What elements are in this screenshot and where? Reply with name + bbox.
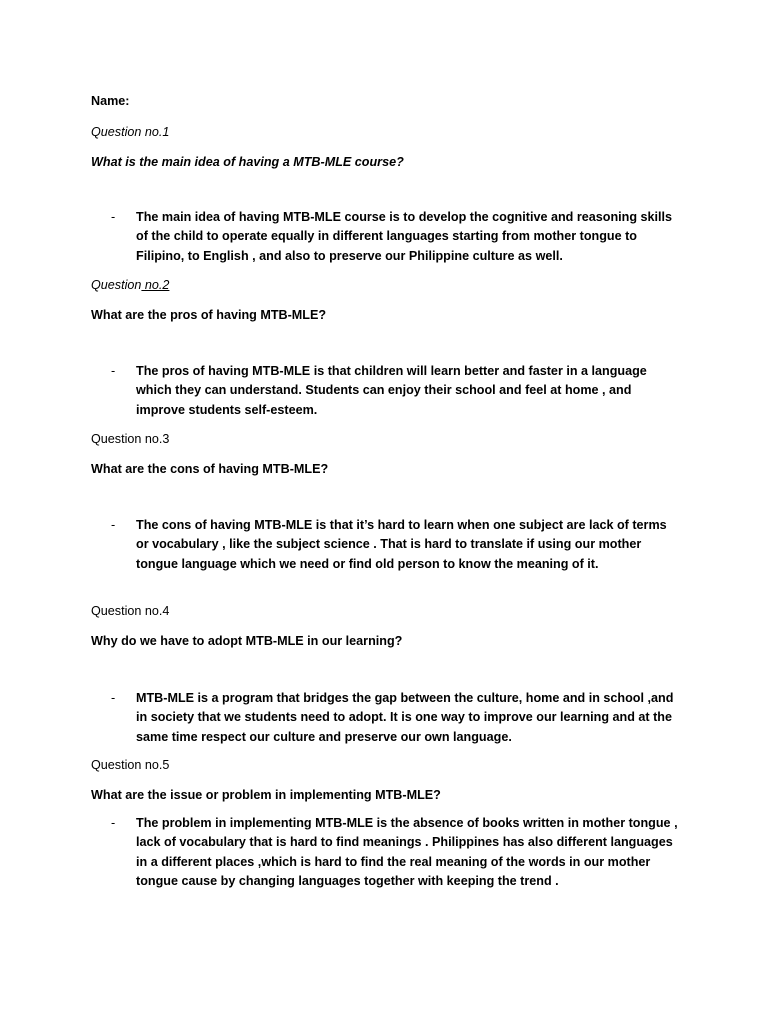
question-2-text-suffix: are the pros of having MTB-MLE? (121, 308, 327, 322)
question-2-label-suffix: no.2 (141, 278, 170, 292)
answer-1-bullet: - (111, 210, 116, 224)
answer-1-text: The main idea of having MTB-MLE course is to develop the cognitive and reasoning skills of the child to operate equally in different languages starting from mother tongue to Filipino, to English , and also to preserve our Philippine culture as well. (136, 210, 673, 263)
question-4-label: Question no.4 (91, 604, 170, 618)
answer-3-text: The cons of having MTB-MLE is that it’s hard to learn when one subject are lack of terms or vocabulary , like the subject science . That is hard to translate if using our mother tongue language which we need or find old person to know the meaning of it. (136, 518, 667, 571)
answer-5 (111, 814, 681, 891)
question-5-text: What are the issue or problem in implementing MTB-MLE? (91, 788, 441, 802)
question-1-text: What is the main idea of having a MTB-MLE course? (91, 155, 404, 169)
answer-1 (111, 208, 681, 266)
answer-3-bullet: - (111, 518, 116, 532)
question-3-label: Question no.3 (91, 432, 170, 446)
question-4-text: Why do we have to adopt MTB-MLE in our learning? (91, 634, 403, 648)
answer-4 (111, 689, 681, 747)
answer-4-bullet: - (111, 691, 116, 705)
question-2-text (91, 306, 326, 325)
answer-4-text: MTB-MLE is a program that bridges the gap between the culture, home and in school ,and in society that we students need to adopt. It is one way to improve our learning and at the same time respect our culture and preserve our own language. (136, 691, 674, 744)
answer-5-bullet: - (111, 816, 116, 830)
answer-5-text: The problem in implementing MTB-MLE is the absence of books written in mother tongue , lack of vocabulary that is hard to find meanings . Philippines has also different languages in a different places ,which is hard to find the real meaning of the words in our mother tongue cause by changing languages together with keeping the trend . (136, 816, 678, 888)
answer-3 (111, 516, 681, 574)
question-2-label (91, 276, 169, 295)
question-5-label: Question no.5 (91, 758, 170, 772)
question-2-text-prefix: What (91, 308, 122, 322)
answer-2-text: The pros of having MTB-MLE is that children will learn better and faster in a language which they can understand. Students can enjoy their school and feel at home , and improve students self-esteem. (136, 364, 647, 417)
answer-2 (111, 362, 681, 420)
question-1-label: Question no.1 (91, 125, 170, 139)
answer-2-bullet: - (111, 364, 116, 378)
name-label: Name: (91, 94, 130, 108)
question-3-text: What are the cons of having MTB-MLE? (91, 462, 329, 476)
question-2-label-prefix: Question (91, 278, 142, 292)
